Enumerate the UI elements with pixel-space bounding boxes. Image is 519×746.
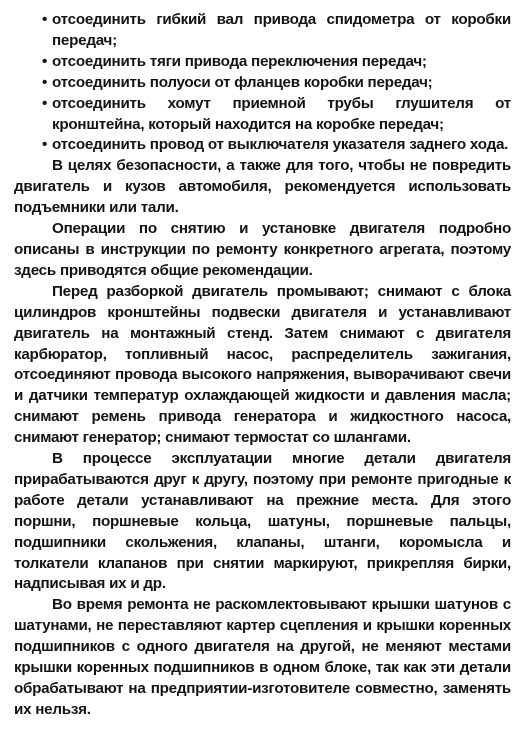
paragraph-safety: В целях безопасности, а также для того, чтобы не повредить двигатель и кузов автомобиля, рекомендуется использовать подъемники или тали. [14, 157, 511, 217]
list-item-text: отсоединить гибкий вал привода спидометра от коробки передач; [52, 11, 511, 49]
bullet-list [14, 10, 511, 156]
list-item [14, 73, 511, 94]
list-item-text: отсоединить полуоси от фланцев коробки передач; [52, 73, 433, 91]
list-item [14, 52, 511, 73]
paragraph-marking: В процессе эксплуатации многие детали двигателя прирабатываются друг к другу, поэтому при ремонте пригодные к работе детали устанавливают на прежние места. Для этого поршни, поршневые кольца, шатуны, поршневые пальцы, подшипники скольжения, клапаны, штанги, коромысла и толкатели клапанов при снятии маркируют, прикрепляя бирки, надписывая их и др. [14, 450, 511, 593]
bullet-marker: • [42, 94, 48, 112]
document-body [14, 10, 511, 721]
list-item-text: отсоединить хомут приемной трубы глушителя от кронштейна, который находится на коробке передач; [52, 94, 511, 133]
bullet-marker: • [42, 52, 48, 70]
list-item-text: отсоединить тяги привода переключения передач; [52, 52, 427, 70]
paragraph-operations: Операции по снятию и установке двигателя подробно описаны в инструкции по ремонту конкретного агрегата, поэтому здесь приводятся общие рекомендации. [14, 220, 511, 279]
list-item [14, 135, 511, 156]
list-item [14, 94, 511, 136]
bullet-marker: • [42, 11, 48, 28]
list-item-text: отсоединить провод от выключателя указателя заднего хода. [52, 136, 509, 154]
paragraph-bearing-caps: Во время ремонта не раскомлектовывают крышки шатунов с шатунами, не переставляют картер сцепления и крышки коренных подшипников с одного двигателя на другой, не меняют местами крышки коренных подшипников в одном блоке, так как эти детали обрабатывают на предприятии-изготовителе совместно, заменять их нельзя. [14, 596, 511, 718]
paragraph-disassembly: Перед разборкой двигатель промывают; снимают с блока цилиндров кронштейны подвески двигателя и устанавливают двигатель на монтажный стенд. Затем снимают с двигателя карбюратор, топливный насос, распределитель зажигания, отсоединяют провода высокого напряжения, выворачивают свечи и датчики температур охлаждающей жидкости и давления масла; снимают ремень привода генератора и жидкостного насоса, снимают генератор; снимают термостат со шлангами. [14, 282, 511, 447]
bullet-marker: • [42, 73, 48, 91]
list-item [14, 10, 511, 52]
bullet-marker: • [42, 136, 48, 154]
